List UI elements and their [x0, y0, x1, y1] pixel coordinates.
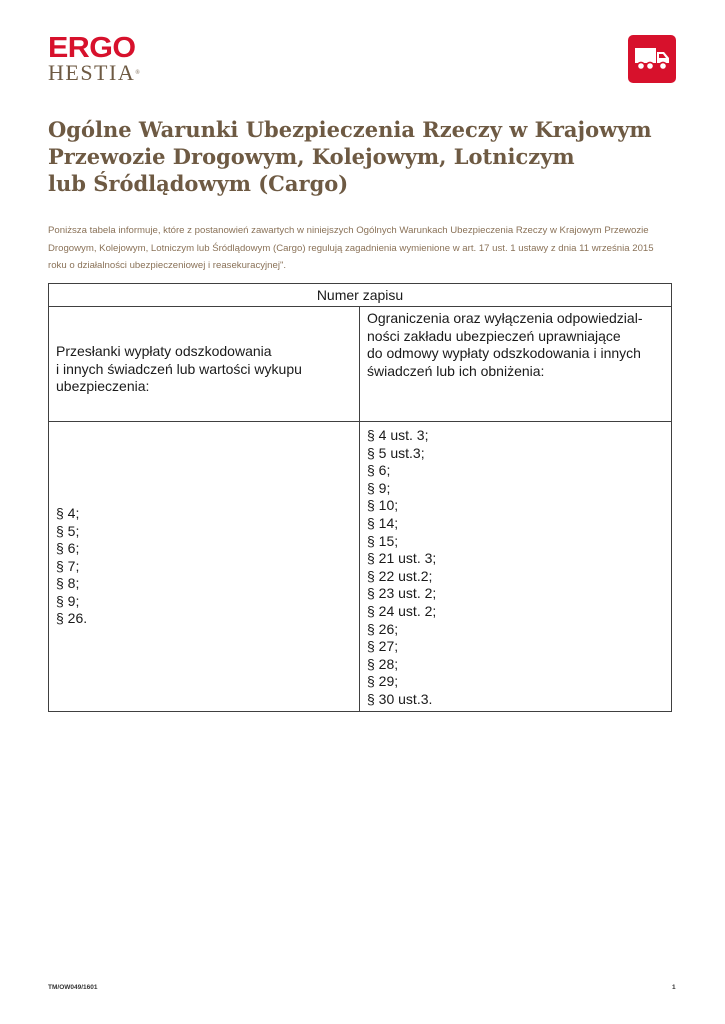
left-items-cell	[49, 422, 360, 712]
logo-hestia-line	[48, 62, 140, 84]
title-line-2: Przewozie Drogowym, Kolejowym, Lotniczym	[48, 144, 575, 169]
list-item: § 4 ust. 3;	[367, 427, 429, 443]
right-items-list	[367, 427, 664, 709]
title-line-3: lub Śródlądowym (Cargo)	[48, 171, 349, 196]
right-heading-line: świadczeń lub ich obniżenia:	[367, 362, 545, 379]
document-title	[48, 116, 688, 197]
list-item: § 29;	[367, 673, 399, 690]
document-code: TM/OW049/1601	[48, 984, 98, 991]
list-item: § 4;	[56, 504, 80, 521]
left-heading-line: ubezpieczenia:	[56, 378, 150, 395]
right-heading-line: do odmowy wypłaty odszkodowania i innych	[367, 345, 641, 362]
list-item: § 5;	[56, 522, 80, 539]
right-heading-line: ności zakładu ubezpieczeń uprawniające	[367, 327, 621, 344]
list-item: § 7;	[56, 557, 80, 574]
list-item: § 5 ust.3;	[367, 444, 425, 461]
truck-icon	[634, 46, 670, 72]
list-item: § 28;	[367, 655, 399, 672]
table-header: Numer zapisu	[49, 284, 672, 307]
list-item: § 26;	[367, 620, 399, 637]
registered-mark: ®	[135, 70, 140, 76]
intro-line-1: Poniższa tabela informuje, które z postanowień zawartych w niniejszych Ogólnych Warunkach Ubezpieczenia Rzeczy w Krajowym Przewozie	[48, 225, 649, 236]
list-item: § 15;	[367, 532, 399, 549]
list-item: § 9;	[367, 479, 391, 496]
list-item: § 30 ust.3.	[367, 690, 433, 707]
right-heading-line: Ograniczenia oraz wyłączenia odpowiedzial-	[367, 310, 643, 326]
records-table	[48, 283, 672, 712]
list-item: § 10;	[367, 497, 399, 514]
intro-paragraph	[48, 222, 678, 275]
left-heading-line: i innych świadczeń lub wartości wykupu	[56, 360, 302, 377]
table-subheader-row	[49, 307, 672, 422]
list-item: § 27;	[367, 638, 399, 655]
list-item: § 9;	[56, 592, 80, 609]
left-heading-line: Przesłanki wypłaty odszkodowania	[56, 343, 272, 359]
truck-badge	[628, 35, 676, 83]
title-line-1: Ogólne Warunki Ubezpieczenia Rzeczy w Krajowym	[48, 117, 652, 142]
right-items-cell	[360, 422, 672, 712]
intro-line-2: Drogowym, Kolejowym, Lotniczym lub Śródlądowym (Cargo) regulują zagadnienia wymienione w art. 17 ust. 1 ustawy z dnia 11 września 2015	[48, 242, 654, 254]
list-item: § 6;	[56, 540, 80, 557]
logo-ergo-text: ERGO	[48, 32, 136, 64]
table-header-row	[49, 284, 672, 307]
table-body-row	[49, 422, 672, 712]
intro-line-3: roku o działalności ubezpieczeniowej i reasekuracyjnej".	[48, 260, 287, 271]
list-item: § 23 ust. 2;	[367, 585, 437, 602]
list-item: § 22 ust.2;	[367, 567, 433, 584]
left-items-list	[56, 505, 352, 628]
left-column-heading	[49, 307, 360, 422]
ergo-hestia-logo	[48, 34, 140, 84]
list-item: § 14;	[367, 514, 399, 531]
logo-hestia-text: HESTIA	[48, 60, 136, 85]
list-item: § 21 ust. 3;	[367, 550, 437, 567]
list-item: § 26.	[56, 610, 88, 627]
list-item: § 6;	[367, 462, 391, 479]
page-number: 1	[672, 984, 676, 991]
list-item: § 24 ust. 2;	[367, 602, 437, 619]
list-item: § 8;	[56, 575, 80, 592]
right-column-heading	[360, 307, 672, 422]
